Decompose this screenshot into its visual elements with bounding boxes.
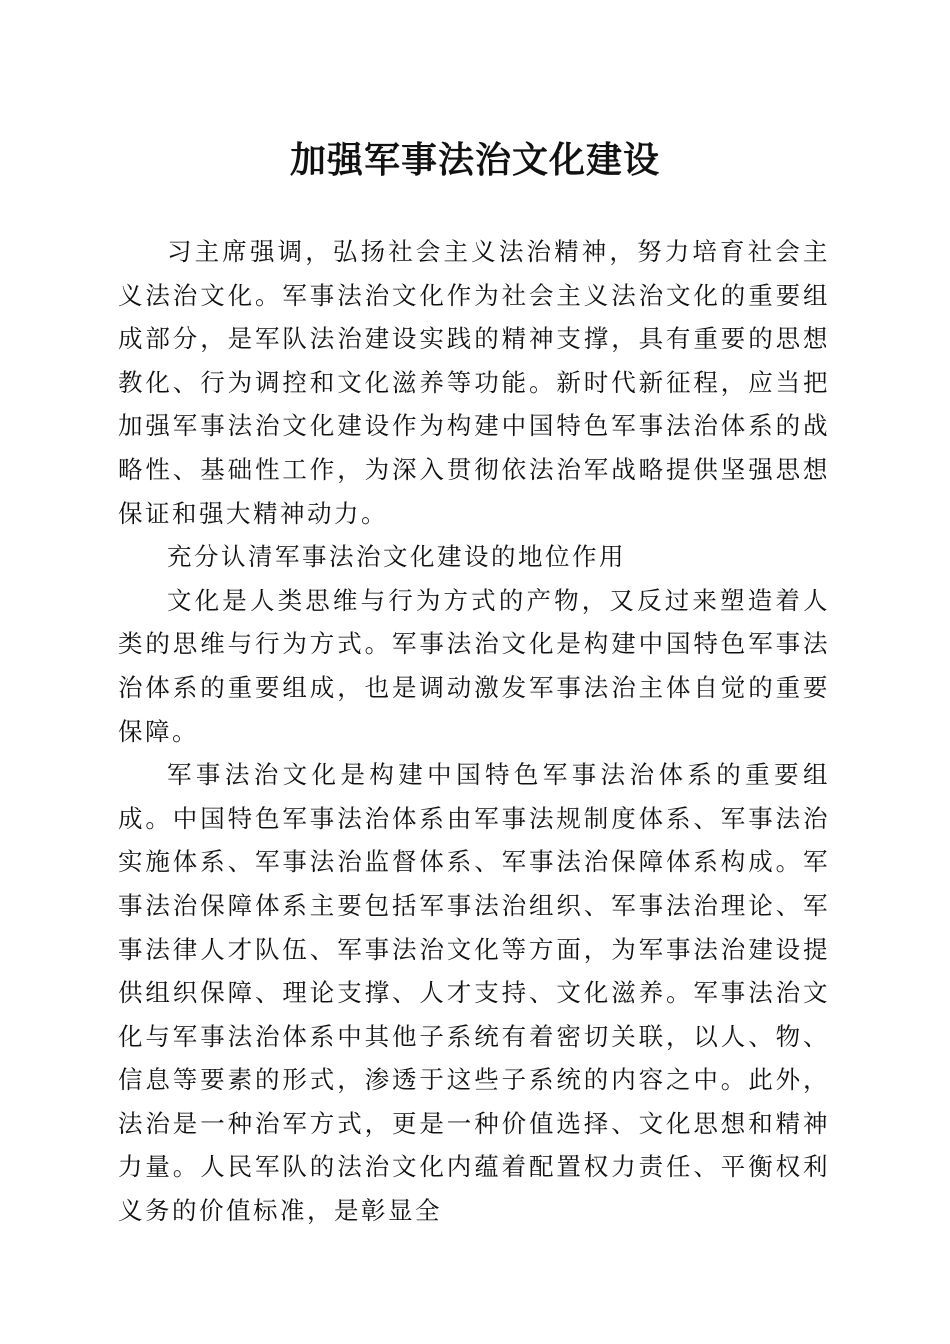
- document-body: [118, 230, 830, 1233]
- paragraph-intro: 习主席强调，弘扬社会主义法治精神，努力培育社会主义法治文化。军事法治文化作为社会主义法治文化的重要组成部分，是军队法治建设实践的精神支撑，具有重要的思想教化、行为调控和文化滋养等功能。新时代新征程，应当把加强军事法治文化建设作为构建中国特色军事法治体系的战略性、基础性工作，为深入贯彻依法治军战略提供坚强思想保证和强大精神动力。: [118, 237, 830, 528]
- paragraph-culture: 文化是人类思维与行为方式的产物，又反过来塑造着人类的思维与行为方式。军事法治文化是构建中国特色军事法治体系的重要组成，也是调动激发军事法治主体自觉的重要保障。: [118, 585, 830, 746]
- document-title: 加强军事法治文化建设: [289, 139, 660, 181]
- paragraph-system: 军事法治文化是构建中国特色军事法治体系的重要组成。中国特色军事法治体系由军事法规制度体系、军事法治实施体系、军事法治监督体系、军事法治保障体系构成。军事法治保障体系主要包括军事法治组织、军事法治理论、军事法律人才队伍、军事法治文化等方面，为军事法治建设提供组织保障、理论支撑、人才支持、文化滋养。军事法治文化与军事法治体系中其他子系统有着密切关联，以人、物、信息等要素的形式，渗透于这些子系统的内容之中。此外，法治是一种治军方式，更是一种价值选择、文化思想和精神力量。人民军队的法治文化内蕴着配置权力责任、平衡权利义务的价值标准，是彰显全: [118, 760, 830, 1226]
- section-heading: 充分认清军事法治文化建设的地位作用: [167, 542, 626, 572]
